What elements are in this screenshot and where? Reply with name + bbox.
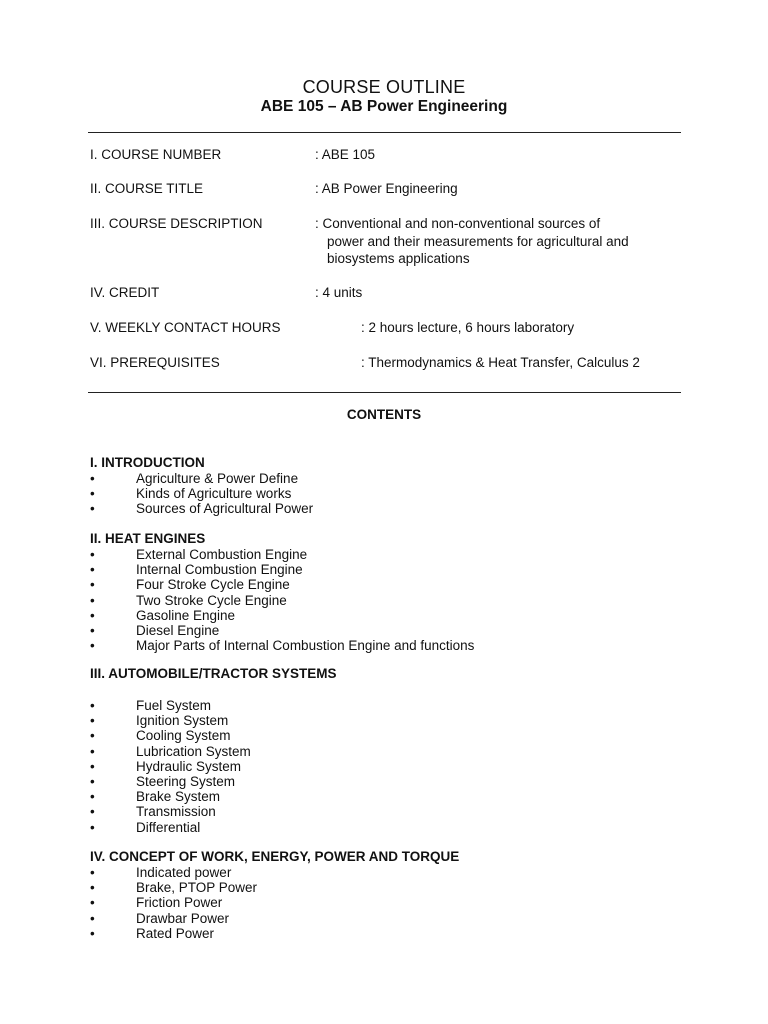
bullet-icon: •	[90, 638, 95, 654]
bullet-icon: •	[90, 562, 95, 578]
field-label-prerequisites: VI. PREREQUISITES	[90, 355, 220, 370]
list-item-text: Brake, PTOP Power	[136, 880, 258, 896]
bullet-icon: •	[90, 910, 95, 926]
list-item	[90, 501, 690, 516]
bullet-icon: •	[90, 501, 95, 517]
list-item	[90, 895, 690, 910]
field-value-course-title: : AB Power Engineering	[315, 181, 458, 196]
list-item	[90, 471, 690, 486]
list-item	[90, 698, 690, 713]
list-item	[90, 744, 690, 759]
list-item-text: Cooling System	[136, 728, 231, 744]
field-value-course-description: : Conventional and non-conventional sources of	[315, 216, 601, 231]
list-item	[90, 608, 690, 623]
list-item	[90, 562, 690, 577]
list-item	[90, 759, 690, 774]
list-item	[90, 926, 690, 941]
top-divider	[88, 132, 681, 133]
bullet-icon: •	[90, 895, 95, 911]
list-item-text: Hydraulic System	[136, 758, 242, 774]
list-item-text: Four Stroke Cycle Engine	[136, 577, 290, 593]
list-item	[90, 547, 690, 562]
section-automobile-tractor-systems	[90, 666, 690, 835]
bullet-icon: •	[90, 865, 95, 880]
bullet-icon: •	[90, 880, 95, 896]
list-item-text: Differential	[136, 819, 201, 835]
contents-heading: CONTENTS	[346, 407, 422, 422]
bullet-icon: •	[90, 607, 95, 623]
list-item-text: Diesel Engine	[136, 623, 220, 639]
list-item	[90, 713, 690, 728]
list-item-text: Sources of Agricultural Power	[136, 501, 314, 517]
bullet-icon: •	[90, 623, 95, 639]
list-item-text: Rated Power	[136, 925, 215, 941]
list-item	[90, 593, 690, 608]
field-label-course-description: III. COURSE DESCRIPTION	[90, 216, 263, 231]
list-item	[90, 728, 690, 743]
list-item	[90, 577, 690, 592]
list-item	[90, 789, 690, 804]
bullet-icon: •	[90, 789, 95, 805]
bullet-icon: •	[90, 547, 95, 562]
list-item-text: External Combustion Engine	[136, 547, 308, 562]
list-item-text: Indicated power	[136, 865, 232, 880]
list-item-text: Lubrication System	[136, 743, 251, 759]
bottom-divider	[88, 392, 681, 393]
section-item-list	[90, 865, 690, 941]
list-item-text: Transmission	[136, 804, 216, 820]
list-item-text: Fuel System	[136, 698, 212, 713]
list-item-text: Gasoline Engine	[136, 607, 236, 623]
bullet-icon: •	[90, 804, 95, 820]
page-title: COURSE OUTLINE	[302, 77, 466, 97]
field-value-weekly-contact-hours: : 2 hours lecture, 6 hours laboratory	[361, 320, 575, 335]
list-item-text: Steering System	[136, 774, 236, 790]
list-item	[90, 911, 690, 926]
list-item	[90, 804, 690, 819]
section-heat-engines	[90, 531, 690, 653]
list-item	[90, 880, 690, 895]
section-introduction	[90, 455, 690, 517]
course-subtitle: ABE 105 – AB Power Engineering	[260, 98, 508, 115]
section-item-list	[90, 698, 690, 835]
list-item-text: Agriculture & Power Define	[136, 471, 299, 486]
bullet-icon: •	[90, 471, 95, 486]
bullet-icon: •	[90, 758, 95, 774]
bullet-icon: •	[90, 728, 95, 744]
field-value-course-description-line2: power and their measurements for agricultural and	[327, 234, 629, 249]
section-heading: IV. CONCEPT OF WORK, ENERGY, POWER AND TORQUE	[90, 849, 460, 864]
section-item-list	[90, 471, 690, 517]
field-label-weekly-contact-hours: V. WEEKLY CONTACT HOURS	[90, 320, 281, 335]
list-item	[90, 865, 690, 880]
field-label-credit: IV. CREDIT	[90, 285, 160, 300]
list-item-text: Kinds of Agriculture works	[136, 486, 292, 502]
field-value-course-description-line3: biosystems applications	[327, 251, 470, 266]
bullet-icon: •	[90, 743, 95, 759]
field-value-course-number: : ABE 105	[315, 147, 376, 162]
list-item	[90, 623, 690, 638]
bullet-icon: •	[90, 819, 95, 835]
section-heading: I. INTRODUCTION	[90, 455, 205, 470]
field-label-course-title: II. COURSE TITLE	[90, 181, 204, 196]
bullet-icon: •	[90, 774, 95, 790]
list-item	[90, 774, 690, 789]
bullet-icon: •	[90, 698, 95, 713]
field-label-course-number: I. COURSE NUMBER	[90, 147, 222, 162]
section-item-list	[90, 547, 690, 653]
section-heading: III. AUTOMOBILE/TRACTOR SYSTEMS	[90, 666, 337, 681]
list-item-text: Ignition System	[136, 713, 229, 729]
bullet-icon: •	[90, 592, 95, 608]
list-item-text: Drawbar Power	[136, 910, 230, 926]
field-value-credit: : 4 units	[315, 285, 363, 300]
list-item-text: Major Parts of Internal Combustion Engine and functions	[136, 638, 475, 654]
list-item-text: Two Stroke Cycle Engine	[136, 592, 287, 608]
bullet-icon: •	[90, 713, 95, 729]
bullet-icon: •	[90, 925, 95, 941]
bullet-icon: •	[90, 577, 95, 593]
list-item-text: Internal Combustion Engine	[136, 562, 303, 578]
list-item	[90, 486, 690, 501]
list-item-text: Friction Power	[136, 895, 223, 911]
list-item-text: Brake System	[136, 789, 221, 805]
list-item	[90, 820, 690, 835]
list-item	[90, 638, 690, 653]
bullet-icon: •	[90, 486, 95, 502]
field-value-prerequisites: : Thermodynamics & Heat Transfer, Calculus 2	[361, 355, 640, 370]
section-heading: II. HEAT ENGINES	[90, 531, 206, 546]
section-work-energy-power-torque	[90, 849, 690, 941]
